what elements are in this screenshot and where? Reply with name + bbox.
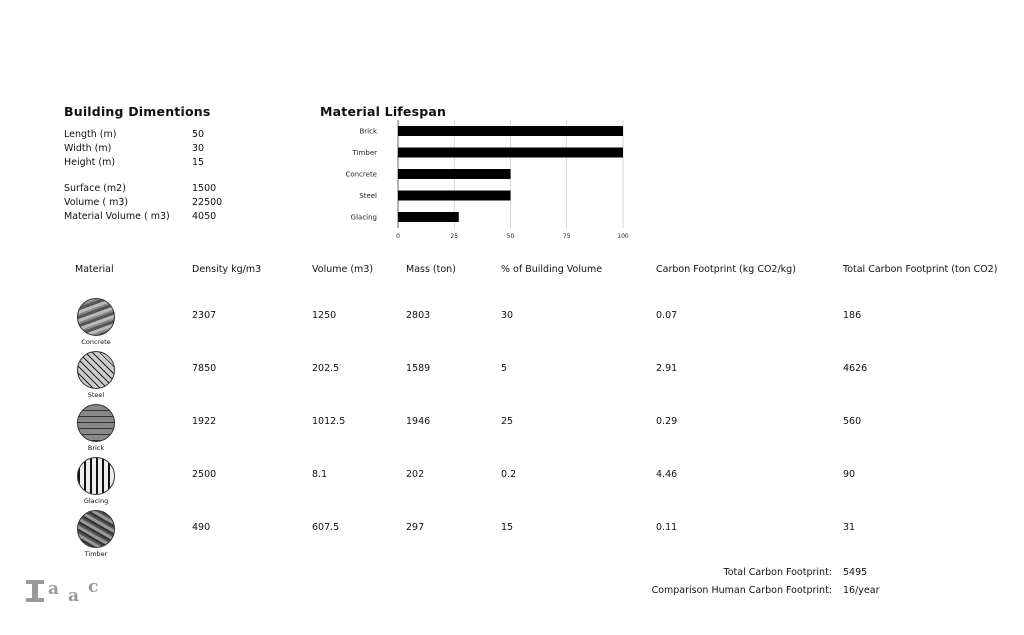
cell-percent: 25	[501, 416, 514, 427]
x-tick-label: 25	[450, 233, 459, 240]
table-header: % of Building Volume	[501, 264, 603, 275]
y-category-label: Steel	[359, 192, 377, 200]
x-tick-label: 50	[506, 233, 515, 240]
dimension-label: Surface (m2)	[64, 183, 126, 194]
dimension-row	[64, 197, 294, 211]
table-header: Material	[75, 264, 114, 275]
dimension-label: Width (m)	[64, 143, 112, 154]
timber-beams-icon	[77, 510, 115, 548]
total-carbon-label: Total Carbon Footprint:	[723, 567, 832, 578]
material-name: Glacing	[83, 497, 109, 505]
dimension-row	[64, 183, 294, 197]
cell-density: 7850	[192, 363, 217, 374]
building-dimensions-title: Building Dimentions	[64, 104, 211, 119]
dimension-value: 22500	[192, 197, 223, 208]
cell-carbon: 0.29	[656, 416, 678, 427]
cell-volume: 202.5	[312, 363, 340, 374]
cell-mass: 202	[406, 469, 425, 480]
cell-mass: 1946	[406, 416, 431, 427]
cell-total: 90	[843, 469, 856, 480]
dimension-value: 30	[192, 143, 205, 154]
cell-volume: 607.5	[312, 522, 340, 533]
bar-concrete	[398, 169, 511, 179]
table-header: Mass (ton)	[406, 264, 456, 275]
cell-volume: 1250	[312, 310, 337, 321]
y-category-label: Brick	[359, 127, 377, 136]
dimension-row	[64, 157, 294, 171]
steel-structure-icon	[77, 351, 115, 389]
table-header: Total Carbon Footprint (ton CO2)	[843, 264, 998, 275]
x-tick-label: 75	[562, 233, 571, 240]
cell-carbon: 2.91	[656, 363, 678, 374]
table-header: Volume (m3)	[312, 264, 374, 275]
cell-carbon: 0.11	[656, 522, 678, 533]
svg-text:a: a	[68, 586, 80, 606]
cell-density: 2500	[192, 469, 217, 480]
material-name: Brick	[87, 444, 105, 452]
material-name: Steel	[87, 391, 105, 399]
bar-glacing	[398, 212, 459, 222]
cell-percent: 0.2	[501, 469, 517, 480]
cell-total: 186	[843, 310, 862, 321]
glazing-facade-icon	[77, 457, 115, 495]
brick-wall-icon	[77, 404, 115, 442]
chart-svg	[330, 120, 650, 245]
cell-density: 490	[192, 522, 211, 533]
iaac-logo-icon	[26, 574, 116, 608]
dimension-label: Length (m)	[64, 129, 117, 140]
dimension-label: Material Volume ( m3)	[64, 211, 170, 222]
x-tick-label: 100	[617, 233, 629, 240]
material-name: Concrete	[81, 338, 111, 346]
bar-steel	[398, 191, 511, 201]
total-carbon-value: 5495	[843, 567, 868, 578]
bar-timber	[398, 148, 623, 158]
chart-title: Material Lifespan	[320, 104, 447, 119]
cell-carbon: 4.46	[656, 469, 678, 480]
cell-percent: 5	[501, 363, 508, 374]
cell-mass: 297	[406, 522, 425, 533]
cell-total: 4626	[843, 363, 868, 374]
svg-text:c: c	[88, 577, 99, 597]
dimension-value: 4050	[192, 211, 217, 222]
cell-percent: 15	[501, 522, 514, 533]
comparison-carbon-label: Comparison Human Carbon Footprint:	[651, 585, 832, 596]
iaac-logo	[26, 574, 116, 612]
dimension-value: 15	[192, 157, 205, 168]
dimension-label: Volume ( m3)	[64, 197, 129, 208]
cell-mass: 1589	[406, 363, 431, 374]
cell-volume: 8.1	[312, 469, 328, 480]
x-tick-label: 0	[396, 233, 400, 240]
concrete-texture-icon	[77, 298, 115, 336]
table-header: Carbon Footprint (kg CO2/kg)	[656, 264, 796, 275]
material-name: Timber	[84, 550, 108, 558]
cell-density: 1922	[192, 416, 217, 427]
dimension-value: 1500	[192, 183, 217, 194]
dimension-value: 50	[192, 129, 205, 140]
cell-carbon: 0.07	[656, 310, 678, 321]
table-header: Density kg/m3	[192, 264, 262, 275]
y-category-label: Timber	[352, 149, 377, 157]
dimension-label: Height (m)	[64, 157, 116, 168]
y-category-label: Glacing	[350, 213, 377, 222]
cell-total: 560	[843, 416, 862, 427]
y-category-label: Concrete	[345, 170, 377, 179]
cell-mass: 2803	[406, 310, 431, 321]
comparison-carbon-value: 16/year	[843, 585, 880, 596]
cell-volume: 1012.5	[312, 416, 346, 427]
cell-percent: 30	[501, 310, 514, 321]
svg-text:a: a	[48, 579, 60, 599]
bar-brick	[398, 126, 623, 136]
dimension-row	[64, 211, 294, 225]
cell-density: 2307	[192, 310, 217, 321]
cell-total: 31	[843, 522, 856, 533]
dimension-row	[64, 129, 294, 143]
material-lifespan-chart	[330, 120, 650, 245]
dimension-row	[64, 143, 294, 157]
